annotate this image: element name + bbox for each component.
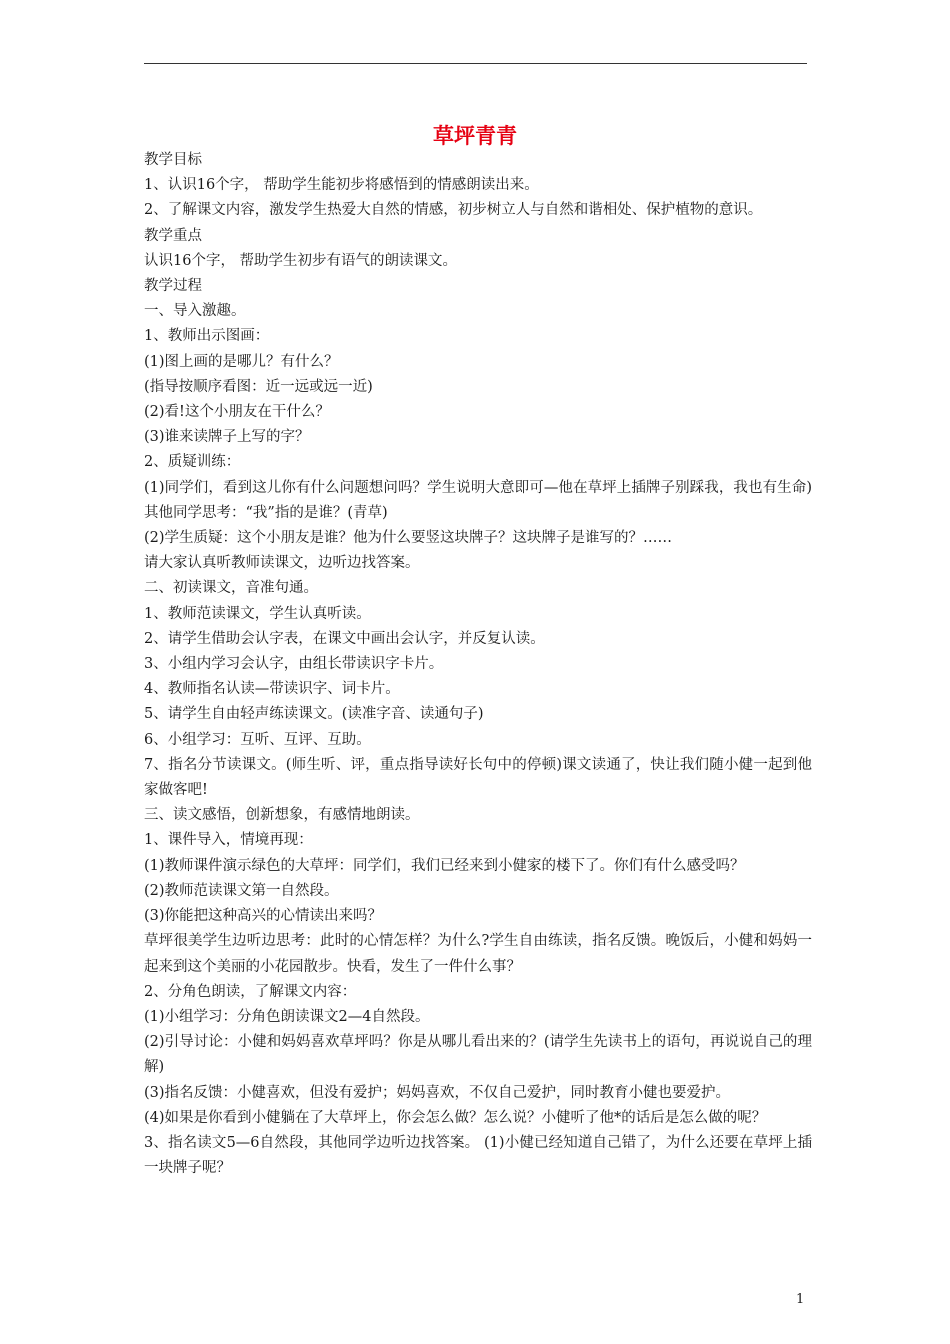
body-line: 1、认识16个字， 帮助学生能初步将感悟到的情感朗读出来。 [144,177,539,194]
page-number: 1 [796,1292,805,1307]
body-line: 5、请学生自由轻声练读课文。(读准字音、读通句子) [144,706,484,723]
body-line: (2)引导讨论：小健和妈妈喜欢草坪吗？你是从哪儿看出来的？(请学生先读书上的语句，再说说自己的理解) [144,1034,812,1076]
body-line: 7、指名分节读课文。(师生听、评，重点指导读好长句中的停顿)课文读通了，快让我们随小健一起到他家做客吧! [144,756,812,799]
body-line: 1、教师范读课文，学生认真听读。 [144,605,371,622]
document-body [144,148,812,1181]
body-line: 请大家认真听教师读课文，边听边找答案。 [144,555,420,572]
document-title: 草坪青青 [433,123,517,148]
body-line: (2)教师范读课文第一自然段。 [144,882,339,899]
body-line: (2)看!这个小朋友在干什么？ [144,404,330,421]
body-line: (1)同学们，看到这儿你有什么问题想问吗？学生说明大意即可—他在草坪上插牌子别踩我，我也有生命)其他同学思考：“我”指的是谁？(青草) [144,479,812,521]
body-line: 1、课件导入，情境再现： [144,832,313,849]
body-line: (4)如果是你看到小健躺在了大草坪上，你会怎么做？怎么说？小健听了他*的话后是怎么做的呢？ [144,1109,767,1126]
body-line: 草坪很美学生边听边思考：此时的心情怎样？为什么?学生自由练读，指名反馈。晚饭后，小健和妈妈一起来到这个美丽的小花园散步。快看，发生了一件什么事？ [144,933,812,975]
body-line: 二、初读课文，音准句通。 [144,580,318,597]
body-line: 2、质疑训练： [144,454,241,471]
body-line: 一、导入激趣。 [144,303,246,320]
body-line: (3)指名反馈：小健喜欢，但没有爱护；妈妈喜欢，不仅自己爱护，同时教育小健也要爱护。 [144,1084,731,1101]
body-line: 教学过程 [144,278,202,295]
body-line: 2、分角色朗读，了解课文内容： [144,983,357,1000]
header-rule [144,63,807,64]
body-line: 3、小组内学习会认字，由组长带读识字卡片。 [144,656,444,673]
body-line: (1)小组学习：分角色朗读课文2—4自然段。 [144,1008,430,1025]
body-line: (3)谁来读牌子上写的字？ [144,429,310,446]
body-line: 6、小组学习：互听、互评、互助。 [144,731,371,748]
body-line: (3)你能把这种高兴的心情读出来吗？ [144,908,383,925]
body-line: 2、请学生借助会认字表，在课文中画出会认字，并反复认读。 [144,630,545,647]
body-line: (1)图上画的是哪儿？有什么？ [144,353,339,370]
body-line: (指导按顺序看图：近一远或远一近) [144,378,373,395]
body-line: 认识16个字， 帮助学生初步有语气的朗读课文。 [144,252,458,269]
body-line: (1)教师课件演示绿色的大草坪：同学们，我们已经来到小健家的楼下了。你们有什么感受吗？ [144,857,745,874]
body-line: 教学目标 [144,152,202,168]
body-line: 三、读文感悟，创新想象，有感情地朗读。 [144,807,420,824]
body-line: 2、了解课文内容，激发学生热爱大自然的情感，初步树立人与自然和谐相处、保护植物的意识。 [144,202,763,219]
body-line: 1、教师出示图画： [144,328,270,345]
body-line: (2)学生质疑：这个小朋友是谁？他为什么要竖这块牌子？这块牌子是谁写的？…… [144,530,673,547]
body-line: 3、指名读文5—6自然段，其他同学边听边找答案。 (1)小健已经知道自己错了，为什么还要在草坪上插一块牌子呢？ [144,1134,812,1177]
body-line: 4、教师指名认读—带读识字、词卡片。 [144,681,400,698]
body-line: 教学重点 [144,227,202,244]
